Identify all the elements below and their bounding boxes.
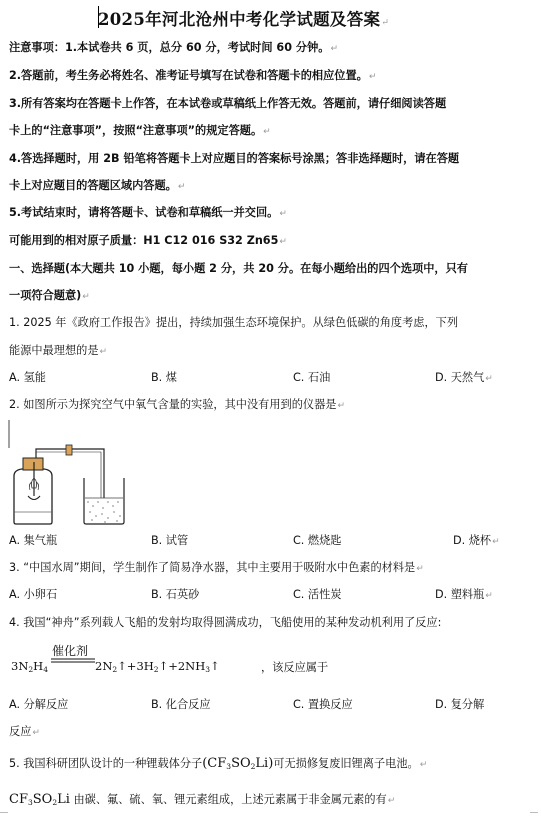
q4-stem: 4. 我国“神舟”系列载人飞船的发射均取得圆满成功，飞船使用的某种发动机利用了反应: <box>9 616 442 629</box>
q3-option-b: B. 石英砂 <box>151 588 200 601</box>
q2-option-c: C. 燃烧匙 <box>293 534 342 547</box>
page-corner-mark-left <box>0 812 8 821</box>
q2-stem: 2. 如图所示为探究空气中氧气含量的实验，其中没有用到的仪器是↵ <box>9 398 346 411</box>
q4-option-a: A. 分解反应 <box>9 698 69 711</box>
note-line-1: 注意事项：1.本试卷共 6 页，总分 60 分，考试时间 60 分钟。↵ <box>9 41 338 54</box>
section-header-line-2: 一项符合题意)↵ <box>9 289 90 302</box>
equation-tail: ，该反应属于 <box>261 661 329 674</box>
reaction-equation: $3N_2H_4$ 催化剂 $2N_2↑+3H_2↑+2NH_3↑$ ，该反应属于 <box>11 644 329 674</box>
title-text: 2025年河北沧州中考化学试题及答案 <box>98 10 381 29</box>
q1-option-c: C. 石油 <box>293 371 331 384</box>
q5-line-2: $CF_3SO_2Li$ 由碳、氟、硫、氧、锂元素组成，上述元素属于非金属元素的有↵ <box>9 792 396 807</box>
note-line-5: 4.答选择题时，用 2B 铅笔将答题卡上对应题目的答案标号涂黑；答非选择题时，请在答题 <box>9 152 460 165</box>
q1-option-d: D. 天然气↵ <box>435 371 493 384</box>
q3-option-c: C. 活性炭 <box>293 588 342 601</box>
note-line-3: 3.所有答案均在答题卡上作答，在本试卷或草稿纸上作答无效。答题前，请仔细阅读答题 <box>9 97 447 110</box>
q2-option-b: B. 试管 <box>151 534 189 547</box>
q1-stem-line-2: 能源中最理想的是↵ <box>9 344 108 357</box>
q4-option-c: C. 置换反应 <box>293 698 353 711</box>
q3-stem: 3. “中国水周”期间，学生制作了简易净水器，其中主要用于吸附水中色素的材料是↵ <box>9 561 424 574</box>
document-title[interactable]: 2025年河北沧州中考化学试题及答案↵ <box>98 10 390 29</box>
clamp <box>66 445 72 455</box>
section-header-line-1: 一、选择题(本大题共 10 小题，每小题 2 分，共 20 分。在每小题给出的四个选项中，只有 <box>9 262 468 275</box>
q5-stem: 5. 我国科研团队设计的一种锂载体分子$(CF_3SO_2Li)$可无损修复废旧锂离子电池。↵ <box>9 756 428 771</box>
note-line-6: 卡上对应题目的答题区域内答题。↵ <box>9 179 186 192</box>
q2-option-a: A. 集气瓶 <box>9 534 58 547</box>
q1-option-a: A. 氢能 <box>9 371 46 384</box>
q3-option-d: D. 塑料瓶↵ <box>435 588 493 601</box>
note-line-4: 卡上的“注意事项”，按照“注意事项”的规定答题。↵ <box>9 124 271 137</box>
catalyst-label: 催化剂 <box>52 644 89 658</box>
note-line-2: 2.答题前，考生务必将姓名、准考证号填写在试卷和答题卡的相应位置。↵ <box>9 69 377 82</box>
gas-collection-bottle <box>14 458 52 524</box>
atomic-mass-line: 可能用到的相对原子质量：H1 C12 016 S32 Zn65↵ <box>9 234 287 247</box>
q1-stem-line-1: 1. 2025 年《政府工作报告》提出，持续加强生态环境保护。从绿色低碳的角度考虑，下列 <box>9 316 459 329</box>
q1-option-b: B. 煤 <box>151 371 177 384</box>
q4-option-d-wrap: 反应↵ <box>9 725 40 738</box>
experiment-apparatus-figure <box>8 418 140 528</box>
page-corner-mark-right <box>530 812 538 821</box>
reaction-arrow-bars <box>51 658 97 664</box>
q4-option-d: D. 复分解 <box>435 698 485 711</box>
q3-option-a: A. 小卵石 <box>9 588 58 601</box>
note-line-7: 5.考试结束时，请将答题卡、试卷和草稿纸一并交回。↵ <box>9 206 287 219</box>
q2-option-d: D. 烧杯↵ <box>453 534 500 547</box>
q4-option-b: B. 化合反应 <box>151 698 211 711</box>
